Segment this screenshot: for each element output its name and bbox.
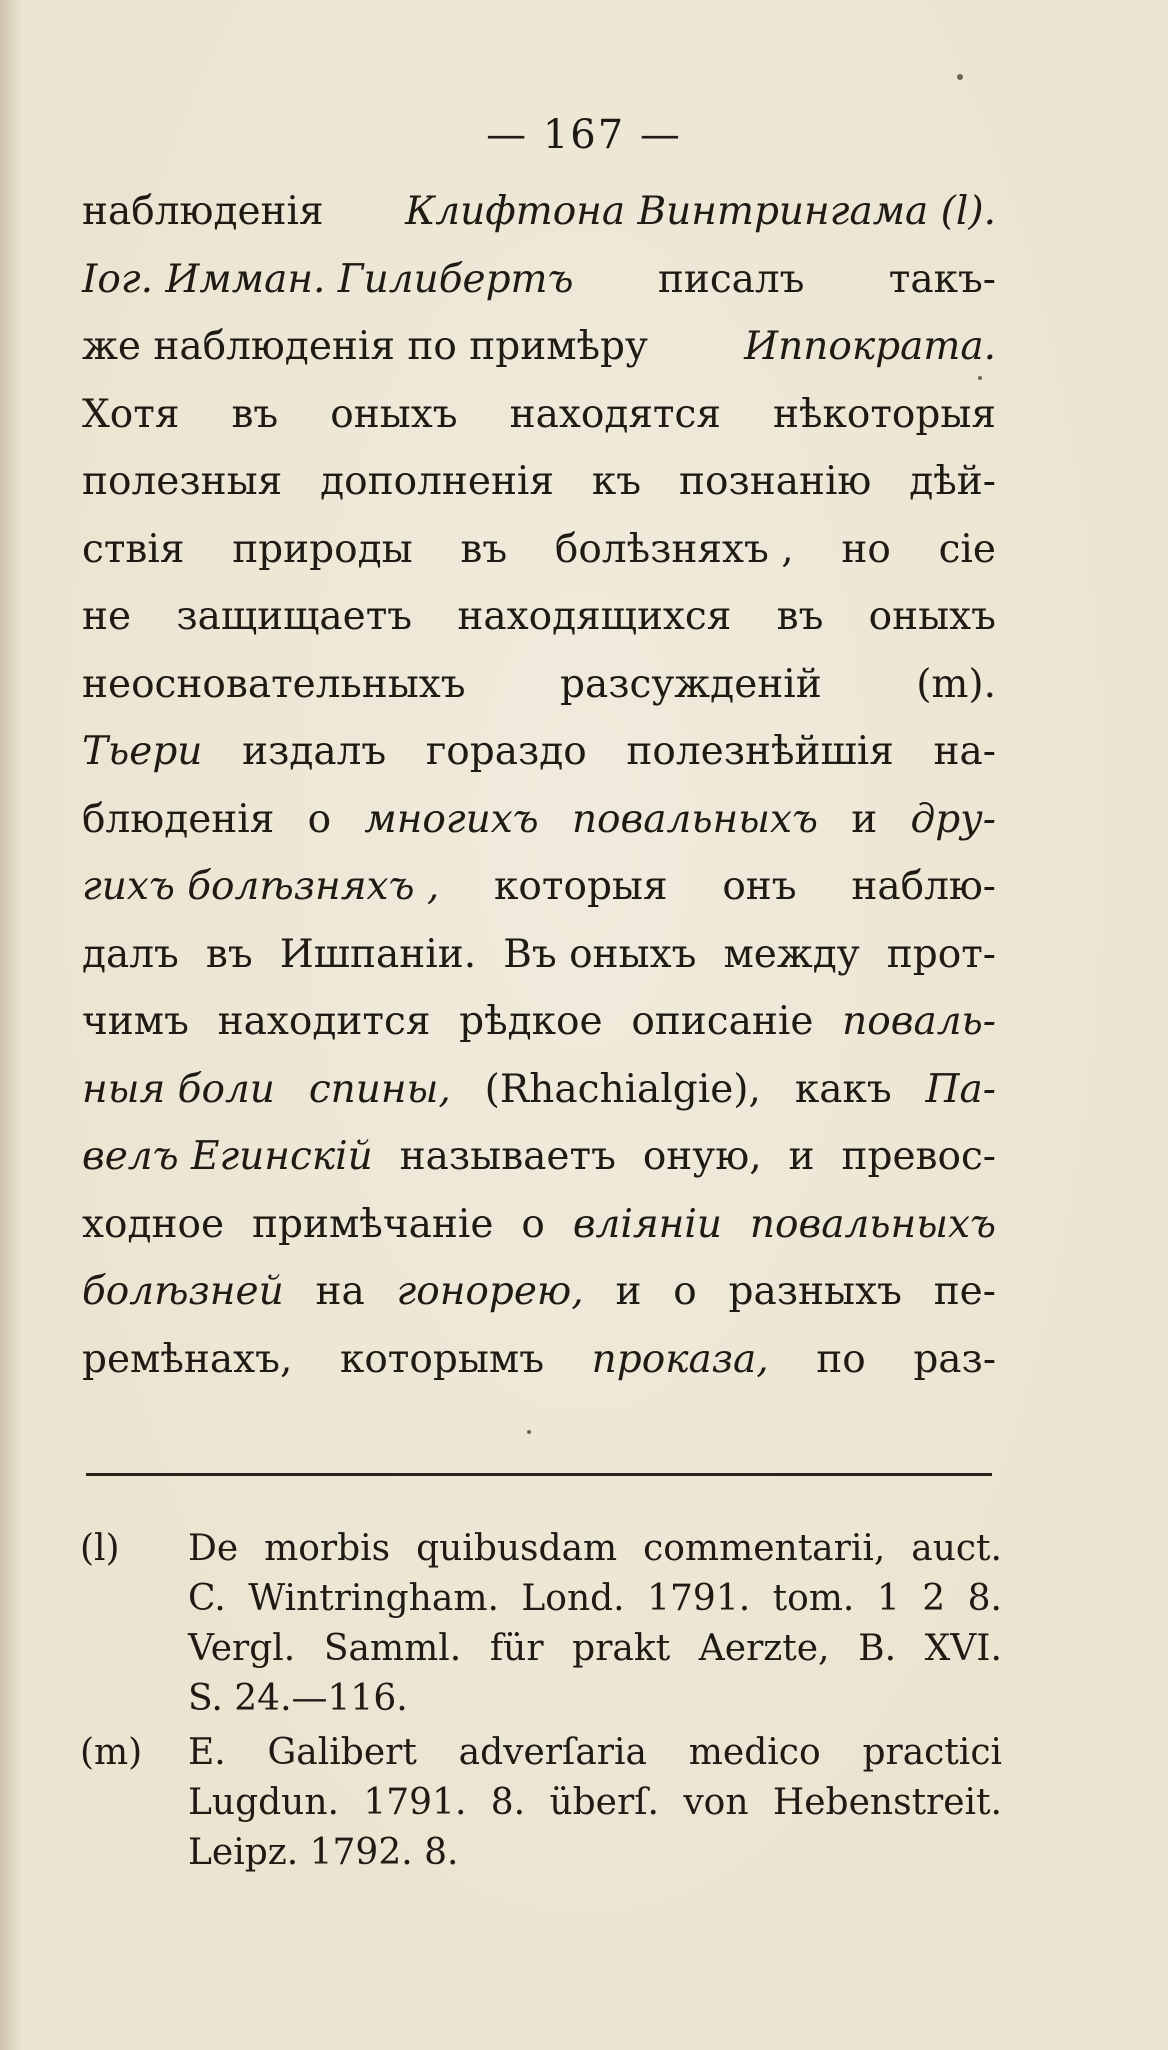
footnote-word: 2 [922, 1578, 946, 1619]
text-segment: онъ [722, 864, 797, 909]
text-segment: Па- [925, 1066, 996, 1112]
footnote-word: XVI. [924, 1628, 1002, 1669]
text-segment: защищаетъ [176, 594, 413, 639]
footnote-divider [86, 1473, 992, 1476]
text-segment: такъ- [888, 256, 996, 302]
text-segment: называетъ [399, 1134, 616, 1179]
footnote-word: adverſaria [458, 1732, 647, 1773]
footnote-word: morbis [264, 1528, 391, 1569]
footnote-word: commentarii, [643, 1528, 886, 1569]
text-segment: пе- [933, 1269, 996, 1314]
text-line [82, 921, 996, 989]
footnote [80, 1728, 1010, 1878]
footnote-line: S. 24.—116. [188, 1678, 408, 1719]
text-segment: многихъ [364, 796, 539, 842]
text-segment: въ [776, 594, 824, 639]
text-line [82, 246, 996, 314]
text-line [82, 786, 996, 854]
text-segment: но [841, 526, 891, 572]
text-segment: Клифтона Винтрингама (l). [405, 189, 996, 234]
text-segment: блюденія [82, 796, 275, 842]
text-segment: поваль- [842, 999, 996, 1044]
text-segment: находится [217, 999, 431, 1044]
text-line [82, 651, 996, 719]
text-segment: Въ оныхъ [503, 931, 697, 977]
text-segment: велъ Егинскій [82, 1134, 373, 1179]
text-segment: повальныхъ [571, 796, 818, 842]
text-line [82, 988, 996, 1056]
footnote-word: Wintringham. [248, 1578, 499, 1619]
text-segment: оныхъ [330, 391, 458, 437]
text-segment: Тьери [82, 729, 203, 774]
text-segment: и [615, 1269, 642, 1314]
page-number: — 167 — [486, 112, 682, 158]
footnote-marker: (l) [80, 1528, 120, 1569]
footnote-word: Galibert [267, 1732, 417, 1773]
text-segment: чимъ [82, 999, 189, 1044]
paper-speck [957, 74, 963, 80]
text-segment: гихъ болѣзняхъ , [82, 864, 440, 909]
footnote-word: E. [188, 1732, 226, 1773]
text-segment: по [816, 1336, 866, 1382]
text-segment: между [723, 931, 860, 977]
footnote-word: Samml. [323, 1628, 462, 1669]
footnote [80, 1524, 1010, 1724]
text-line [82, 178, 996, 246]
text-segment: повальныхъ [749, 1201, 996, 1247]
text-segment: не [82, 594, 132, 639]
text-segment: оныхъ [868, 594, 996, 639]
text-line [82, 1056, 996, 1124]
text-segment: неосновательныхъ [82, 661, 466, 707]
text-segment: на [315, 1269, 365, 1314]
text-segment: полезнѣйшія [626, 729, 894, 774]
footnote-word: Lond. [521, 1578, 625, 1619]
text-segment: о [521, 1201, 545, 1247]
footnote-word: C. [188, 1578, 226, 1619]
text-segment: на- [933, 729, 996, 774]
footnote-word: quibusdam [416, 1528, 618, 1569]
text-line [82, 516, 996, 584]
text-segment: Іог. Имман. Гилибертъ [82, 256, 574, 302]
page-edge-shadow [0, 0, 22, 2050]
footnotes [80, 1524, 1010, 1882]
text-segment: нѣкоторыя [772, 391, 996, 437]
footnote-line [188, 1728, 1002, 1778]
text-line [82, 718, 996, 786]
text-segment: дѣй- [909, 459, 996, 504]
text-segment: проказа, [591, 1336, 769, 1382]
text-segment: находятся [509, 391, 721, 437]
text-segment: прот- [886, 931, 996, 977]
text-segment: какъ [794, 1066, 892, 1112]
text-segment: Ишпаніи. [279, 931, 477, 977]
text-line [82, 448, 996, 516]
footnote-word: von [683, 1782, 749, 1823]
text-segment: далъ [82, 931, 179, 977]
footnote-word: 8. [490, 1782, 526, 1823]
footnote-word: Hebenstreit. [772, 1782, 1002, 1823]
text-segment: дополненія [320, 459, 555, 504]
text-line [82, 1258, 996, 1326]
footnote-line [188, 1574, 1002, 1624]
footnote-word: überſ. [549, 1782, 659, 1823]
footnote-word: für [489, 1628, 544, 1669]
text-segment: вліяніи [572, 1201, 722, 1247]
text-segment: наблю- [851, 864, 996, 909]
text-segment: (m). [916, 661, 996, 707]
text-segment: гораздо [425, 729, 587, 774]
text-segment: Хотя [82, 391, 180, 437]
text-segment: ходное [82, 1201, 225, 1247]
footnote-word: auct. [911, 1528, 1002, 1569]
text-segment: превос- [841, 1134, 996, 1179]
text-segment: болѣзней [82, 1269, 284, 1314]
text-segment: примѣчаніе [252, 1201, 494, 1247]
footnote-marker: (m) [80, 1732, 143, 1773]
text-segment: ныя боли [82, 1066, 275, 1112]
text-line [82, 1191, 996, 1259]
text-segment: раз- [913, 1336, 996, 1382]
text-segment: болѣзняхъ , [554, 526, 794, 572]
text-segment: издалъ [242, 729, 387, 774]
footnote-line: Leipz. 1792. 8. [188, 1832, 459, 1873]
text-segment: же наблюденія по примѣру [82, 324, 648, 369]
text-segment: находящихся [457, 594, 732, 639]
text-segment: спины, [308, 1066, 451, 1112]
text-segment: къ [591, 459, 642, 504]
text-line [82, 381, 996, 449]
text-segment: Иппократа. [744, 324, 996, 369]
text-segment: сіе [938, 526, 996, 572]
footnote-word: practici [862, 1732, 1002, 1773]
text-segment: (Rhachialgie), [484, 1066, 761, 1112]
footnote-line [188, 1524, 1002, 1574]
footnote-word: tom. [772, 1578, 855, 1619]
text-line [82, 313, 996, 381]
footnote-word: 1791. [647, 1578, 751, 1619]
footnote-word: Vergl. [188, 1628, 296, 1669]
text-segment: писалъ [657, 256, 805, 302]
text-segment: оную, [642, 1134, 762, 1179]
text-segment: и [788, 1134, 815, 1179]
text-segment: о [673, 1269, 697, 1314]
text-segment: которыя [494, 864, 668, 909]
text-segment: описаніе [631, 999, 814, 1044]
text-segment: разсужденій [560, 661, 822, 707]
footnote-word: medico [688, 1732, 821, 1773]
text-line [82, 583, 996, 651]
footnote-word: De [188, 1528, 239, 1569]
text-segment: разныхъ [728, 1269, 902, 1314]
text-segment: въ [231, 391, 279, 437]
footnote-word: prakt [572, 1628, 671, 1669]
text-segment: въ [460, 526, 508, 572]
footnote-word: 1791. [363, 1782, 467, 1823]
text-segment: природы [232, 526, 413, 572]
text-segment: ремѣнахъ, [82, 1336, 293, 1382]
text-line [82, 1326, 996, 1394]
footnote-word: 8. [967, 1578, 1002, 1619]
footnote-word: Lugdun. [188, 1782, 339, 1823]
text-line [82, 853, 996, 921]
text-segment: въ [205, 931, 253, 977]
footnote-word: Aerzte, [698, 1628, 830, 1669]
footnote-word: 1 [876, 1578, 900, 1619]
text-segment: о [307, 796, 332, 842]
text-segment: гонорею, [396, 1269, 584, 1314]
text-segment: и [851, 796, 878, 842]
text-line [82, 1123, 996, 1191]
text-segment: наблюденія [82, 189, 324, 234]
footnote-word: B. [858, 1628, 897, 1669]
footnote-line [188, 1624, 1002, 1674]
paper-speck [527, 1430, 531, 1434]
text-segment: которымъ [339, 1336, 545, 1382]
footnote-line [188, 1778, 1002, 1828]
main-text-body [82, 178, 996, 1393]
text-segment: познанію [678, 459, 872, 504]
text-segment: полезныя [82, 459, 283, 504]
text-segment: дру- [910, 796, 996, 842]
text-segment: рѣдкое [459, 999, 603, 1044]
text-segment: ствія [82, 526, 185, 572]
